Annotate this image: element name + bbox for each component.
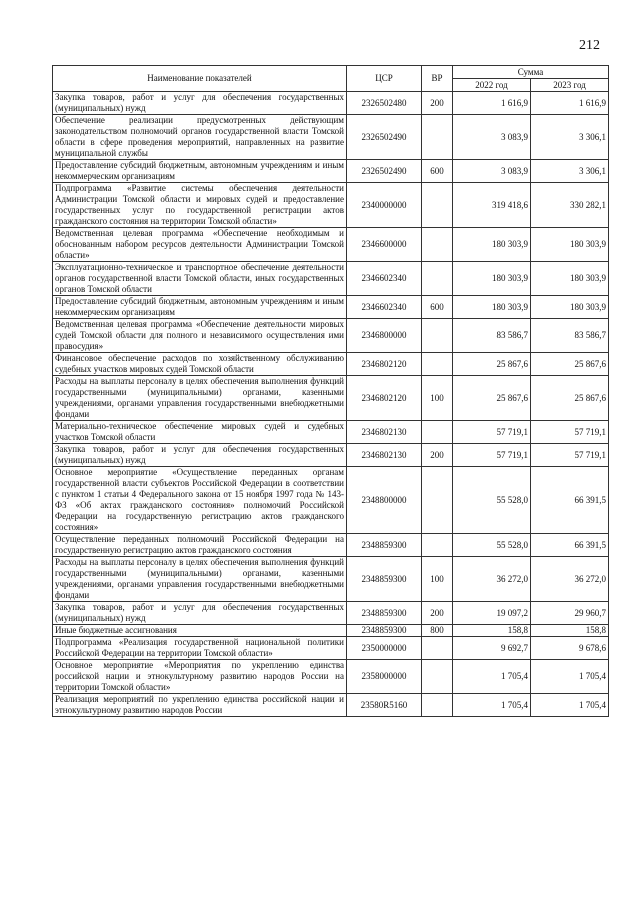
row-csr-cell: 2358000000 — [347, 660, 422, 694]
table-row — [53, 444, 609, 467]
row-2022-cell: 1 616,9 — [453, 92, 531, 115]
row-csr-cell: 23580R5160 — [347, 694, 422, 717]
row-2022-cell: 83 586,7 — [453, 319, 531, 353]
row-name-cell: Основное мероприятие «Осуществление переданных органам государственной власти субъектов Российской Федерации в соответствии с пунктом 1 статьи 4 Федерального закона от 15 ноября 1997 года № 143-ФЗ «Об актах гражданского состояния» полномочий Российской Федерации на государственную регистрацию актов гражданского состояния» — [53, 467, 347, 534]
table-row — [53, 557, 609, 602]
row-name-cell: Эксплуатационно-техническое и транспортное обеспечение деятельности органов государственной власти Томской области, иных государственных органов Томской области — [53, 262, 347, 296]
row-2023-cell: 1 705,4 — [531, 694, 609, 717]
table-row — [53, 160, 609, 183]
row-csr-cell: 2346602340 — [347, 262, 422, 296]
row-2022-cell: 55 528,0 — [453, 467, 531, 534]
row-csr-cell: 2350000000 — [347, 637, 422, 660]
row-2023-cell: 180 303,9 — [531, 296, 609, 319]
row-2023-cell: 25 867,6 — [531, 353, 609, 376]
row-vr-cell — [422, 228, 453, 262]
row-csr-cell: 2326502490 — [347, 160, 422, 183]
header-vr: ВР — [422, 66, 453, 92]
row-2023-cell: 57 719,1 — [531, 421, 609, 444]
row-2022-cell: 180 303,9 — [453, 262, 531, 296]
row-2023-cell: 158,8 — [531, 625, 609, 637]
row-name-cell: Обеспечение реализации предусмотренных действующим законодательством полномочий органов государственной власти Томской области в сфере проведения мероприятий, направленных на развитие муниципальной службы — [53, 115, 347, 160]
table-row — [53, 625, 609, 637]
row-vr-cell — [422, 353, 453, 376]
row-vr-cell: 200 — [422, 92, 453, 115]
table-row — [53, 694, 609, 717]
row-2022-cell: 3 083,9 — [453, 115, 531, 160]
row-vr-cell: 800 — [422, 625, 453, 637]
table-row — [53, 296, 609, 319]
row-2023-cell: 66 391,5 — [531, 467, 609, 534]
table-row — [53, 421, 609, 444]
row-2022-cell: 55 528,0 — [453, 534, 531, 557]
header-year-2023: 2023 год — [531, 79, 609, 92]
row-2023-cell: 180 303,9 — [531, 262, 609, 296]
row-2022-cell: 25 867,6 — [453, 353, 531, 376]
table-row — [53, 602, 609, 625]
row-name-cell: Подпрограмма «Развитие системы обеспечения деятельности Администрации Томской области и мировых судей и предоставление государственных услуг по государственной регистрации актов гражданского состояния на территории Томской области» — [53, 183, 347, 228]
row-2022-cell: 180 303,9 — [453, 228, 531, 262]
row-2022-cell: 3 083,9 — [453, 160, 531, 183]
header-csr: ЦСР — [347, 66, 422, 92]
row-vr-cell — [422, 421, 453, 444]
row-2023-cell: 330 282,1 — [531, 183, 609, 228]
row-name-cell: Закупка товаров, работ и услуг для обеспечения государственных (муниципальных) нужд — [53, 92, 347, 115]
row-2023-cell: 29 960,7 — [531, 602, 609, 625]
row-vr-cell — [422, 183, 453, 228]
row-2023-cell: 180 303,9 — [531, 228, 609, 262]
row-2022-cell: 180 303,9 — [453, 296, 531, 319]
row-name-cell: Ведомственная целевая программа «Обеспечение необходимым и обоснованным набором ресурсов деятельности Администрации Томской области» — [53, 228, 347, 262]
row-2022-cell: 319 418,6 — [453, 183, 531, 228]
header-name: Наименование показателей — [53, 66, 347, 92]
header-year-2022: 2022 год — [453, 79, 531, 92]
row-2022-cell: 57 719,1 — [453, 444, 531, 467]
row-2022-cell: 25 867,6 — [453, 376, 531, 421]
row-csr-cell: 2346802130 — [347, 444, 422, 467]
row-2022-cell: 57 719,1 — [453, 421, 531, 444]
row-csr-cell: 2348859300 — [347, 602, 422, 625]
budget-table — [52, 65, 609, 717]
row-2022-cell: 19 097,2 — [453, 602, 531, 625]
row-vr-cell — [422, 115, 453, 160]
row-2022-cell: 36 272,0 — [453, 557, 531, 602]
table-row — [53, 183, 609, 228]
row-vr-cell — [422, 262, 453, 296]
row-name-cell: Расходы на выплаты персоналу в целях обеспечения выполнения функций государственными (муниципальными) органами, казенными учреждениями, органами управления государственными внебюджетными фондами — [53, 557, 347, 602]
table-row — [53, 262, 609, 296]
row-csr-cell: 2346802120 — [347, 353, 422, 376]
row-vr-cell: 100 — [422, 557, 453, 602]
row-name-cell: Реализация мероприятий по укреплению единства российской нации и этнокультурному развитию народов России — [53, 694, 347, 717]
row-2023-cell: 25 867,6 — [531, 376, 609, 421]
row-csr-cell: 2348800000 — [347, 467, 422, 534]
row-vr-cell — [422, 660, 453, 694]
row-2023-cell: 9 678,6 — [531, 637, 609, 660]
row-csr-cell: 2348859300 — [347, 557, 422, 602]
table-header — [53, 66, 609, 92]
table-row — [53, 376, 609, 421]
row-vr-cell — [422, 467, 453, 534]
table-body — [53, 92, 609, 717]
row-csr-cell: 2346600000 — [347, 228, 422, 262]
row-name-cell: Подпрограмма «Реализация государственной национальной политики Российской Федерации на территории Томской области» — [53, 637, 347, 660]
row-2023-cell: 1 705,4 — [531, 660, 609, 694]
table-row — [53, 353, 609, 376]
row-2022-cell: 1 705,4 — [453, 660, 531, 694]
table-row — [53, 637, 609, 660]
row-2023-cell: 3 306,1 — [531, 160, 609, 183]
row-vr-cell — [422, 694, 453, 717]
row-name-cell: Закупка товаров, работ и услуг для обеспечения государственных (муниципальных) нужд — [53, 602, 347, 625]
row-2022-cell: 158,8 — [453, 625, 531, 637]
table-row — [53, 660, 609, 694]
row-name-cell: Предоставление субсидий бюджетным, автономным учреждениям и иным некоммерческим организациям — [53, 160, 347, 183]
row-2023-cell: 83 586,7 — [531, 319, 609, 353]
row-2022-cell: 9 692,7 — [453, 637, 531, 660]
row-name-cell: Предоставление субсидий бюджетным, автономным учреждениям и иным некоммерческим организациям — [53, 296, 347, 319]
table-row — [53, 228, 609, 262]
table-row — [53, 115, 609, 160]
row-2022-cell: 1 705,4 — [453, 694, 531, 717]
row-csr-cell: 2340000000 — [347, 183, 422, 228]
row-2023-cell: 1 616,9 — [531, 92, 609, 115]
row-name-cell: Иные бюджетные ассигнования — [53, 625, 347, 637]
row-name-cell: Расходы на выплаты персоналу в целях обеспечения выполнения функций государственными (муниципальными) органами, казенными учреждениями, органами управления государственными внебюджетными фондами — [53, 376, 347, 421]
table-row — [53, 467, 609, 534]
row-csr-cell: 2348859300 — [347, 625, 422, 637]
row-vr-cell: 200 — [422, 602, 453, 625]
row-vr-cell — [422, 637, 453, 660]
row-vr-cell: 200 — [422, 444, 453, 467]
row-vr-cell: 100 — [422, 376, 453, 421]
row-2023-cell: 57 719,1 — [531, 444, 609, 467]
row-2023-cell: 66 391,5 — [531, 534, 609, 557]
row-csr-cell: 2326502480 — [347, 92, 422, 115]
row-name-cell: Основное мероприятие «Мероприятия по укреплению единства российской нации и этнокультурному развитию народов России на территории Томской области» — [53, 660, 347, 694]
row-2023-cell: 3 306,1 — [531, 115, 609, 160]
row-csr-cell: 2326502490 — [347, 115, 422, 160]
row-name-cell: Закупка товаров, работ и услуг для обеспечения государственных (муниципальных) нужд — [53, 444, 347, 467]
row-vr-cell — [422, 534, 453, 557]
row-csr-cell: 2348859300 — [347, 534, 422, 557]
header-sum: Сумма — [453, 66, 609, 79]
row-vr-cell: 600 — [422, 296, 453, 319]
row-2023-cell: 36 272,0 — [531, 557, 609, 602]
row-name-cell: Финансовое обеспечение расходов по хозяйственному обслуживанию судебных участков мировых судей Томской области — [53, 353, 347, 376]
table-row — [53, 92, 609, 115]
row-name-cell: Ведомственная целевая программа «Обеспечение деятельности мировых судей Томской области для полного и независимого осуществления ими правосудия» — [53, 319, 347, 353]
row-name-cell: Материально-техническое обеспечение мировых судей и судебных участков Томской области — [53, 421, 347, 444]
row-csr-cell: 2346800000 — [347, 319, 422, 353]
row-vr-cell — [422, 319, 453, 353]
row-csr-cell: 2346802130 — [347, 421, 422, 444]
row-vr-cell: 600 — [422, 160, 453, 183]
table-row — [53, 534, 609, 557]
row-csr-cell: 2346802120 — [347, 376, 422, 421]
page-number: 212 — [579, 38, 600, 53]
row-csr-cell: 2346602340 — [347, 296, 422, 319]
table-row — [53, 319, 609, 353]
row-name-cell: Осуществление переданных полномочий Российской Федерации на государственную регистрацию актов гражданского состояния — [53, 534, 347, 557]
